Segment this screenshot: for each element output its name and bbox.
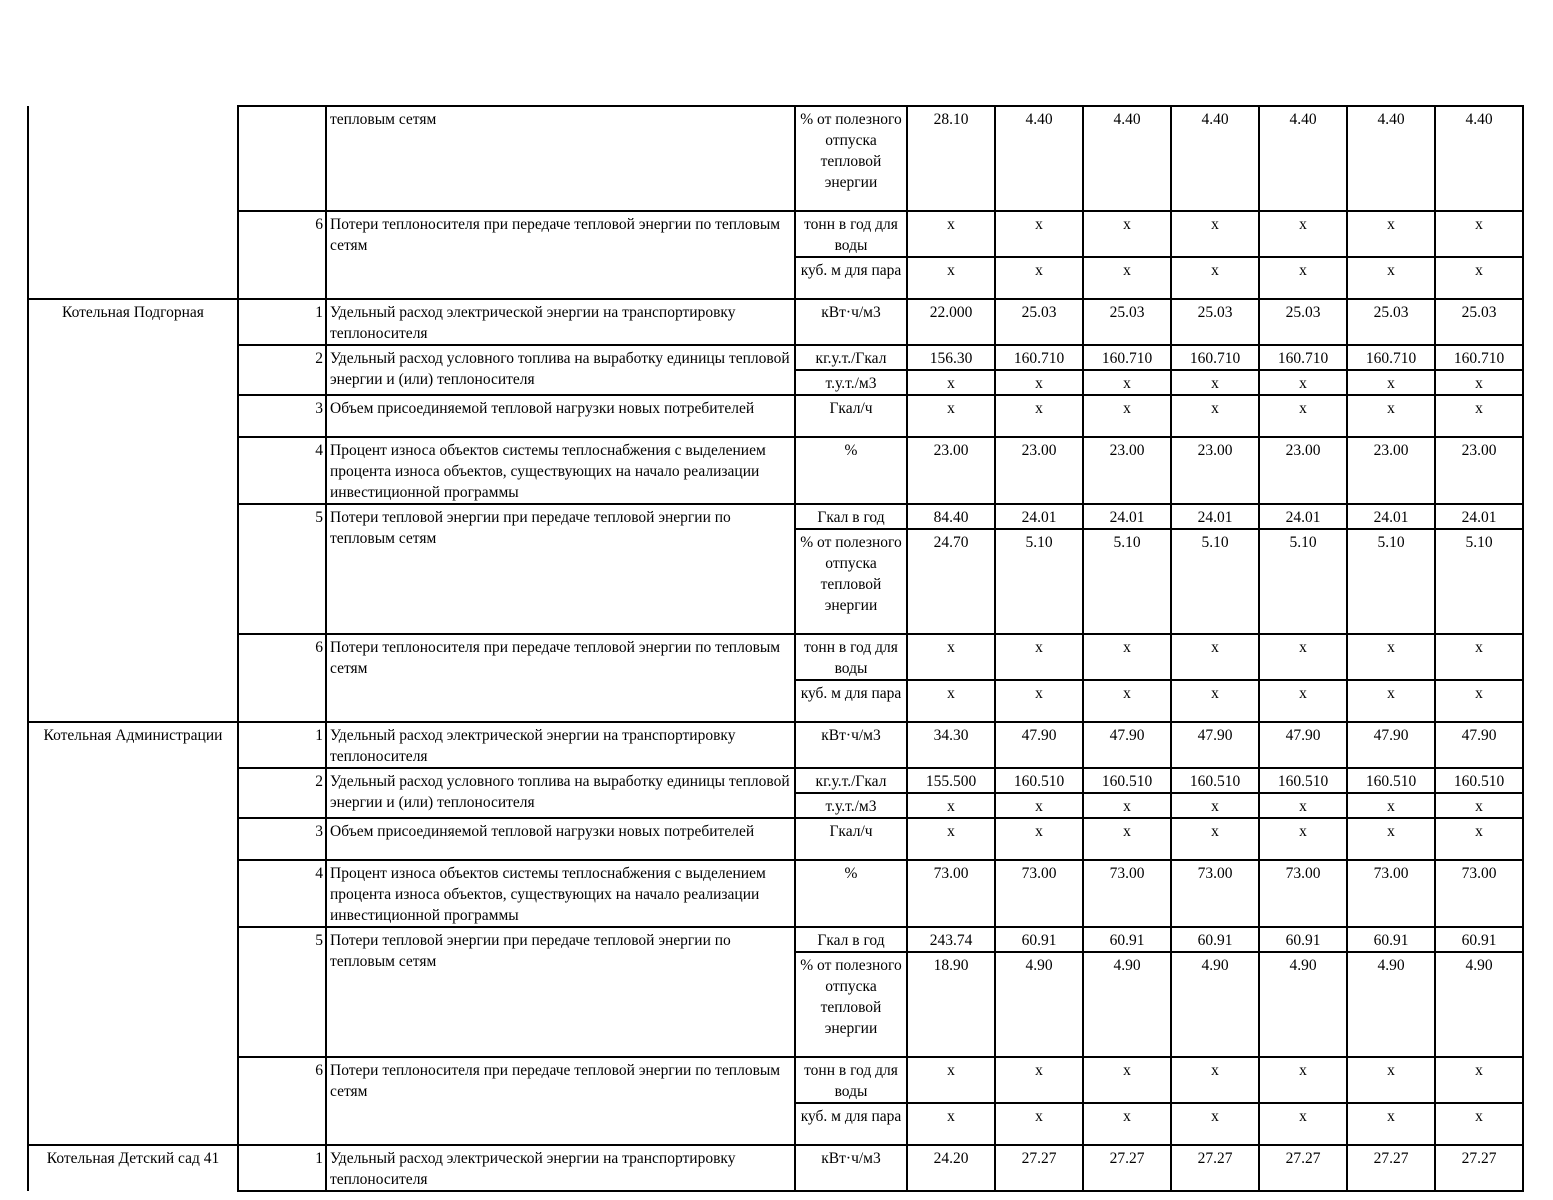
value-cell: 73.00 [1259,860,1347,927]
value-cell: x [1259,211,1347,257]
value-cell: x [1347,395,1435,437]
value-cell: x [1083,1057,1171,1103]
indicator-number-cell: 2 [238,768,326,818]
value-cell: x [1435,211,1523,257]
value-cell: 5.10 [1259,529,1347,634]
value-cell: 23.00 [1083,437,1171,504]
value-cell: x [1435,634,1523,680]
value-cell: 25.03 [1171,299,1259,345]
value-cell: x [1083,680,1171,722]
value-cell: x [1435,818,1523,860]
indicator-name-cell: Удельный расход условного топлива на выработку единицы тепловой энергии и (или) теплоносителя [326,345,795,395]
table-row [28,1057,1523,1103]
indicator-name-cell: Потери теплоносителя при передаче тепловой энергии по тепловым сетям [326,634,795,722]
indicator-number-cell [238,106,326,211]
table-row [28,1145,1523,1191]
value-cell: x [995,257,1083,299]
table-row [28,504,1523,529]
unit-cell: т.у.т./м3 [795,793,907,818]
table-row [28,927,1523,952]
unit-cell: % [795,437,907,504]
value-cell: x [907,370,995,395]
value-cell: x [1347,1103,1435,1145]
value-cell: x [1083,818,1171,860]
value-cell: 24.01 [1083,504,1171,529]
value-cell: 60.91 [995,927,1083,952]
value-cell: 60.91 [1347,927,1435,952]
value-cell: 4.90 [995,952,1083,1057]
value-cell: x [1347,680,1435,722]
indicator-name-cell: Потери тепловой энергии при передаче тепловой энергии по тепловым сетям [326,504,795,634]
value-cell: 25.03 [1083,299,1171,345]
value-cell: x [1259,257,1347,299]
unit-cell: % от полезного отпуска тепловой энергии [795,106,907,211]
value-cell: 27.27 [1347,1145,1435,1191]
indicator-name-cell: Процент износа объектов системы теплоснабжения с выделением процента износа объектов, существующих на начало реализации инвестиционной программы [326,437,795,504]
unit-cell: тонн в год для воды [795,634,907,680]
indicator-number-cell: 3 [238,818,326,860]
value-cell: 25.03 [995,299,1083,345]
indicator-number-cell: 4 [238,860,326,927]
indicator-number-cell: 5 [238,927,326,1057]
indicator-number-cell: 1 [238,299,326,345]
indicator-name-cell: Потери тепловой энергии при передаче тепловой энергии по тепловым сетям [326,927,795,1057]
unit-cell: тонн в год для воды [795,1057,907,1103]
value-cell: 73.00 [1347,860,1435,927]
value-cell: 28.10 [907,106,995,211]
value-cell: x [1171,818,1259,860]
value-cell: x [1259,1103,1347,1145]
value-cell: 160.510 [1083,768,1171,793]
indicator-number-cell: 4 [238,437,326,504]
value-cell: x [1259,395,1347,437]
value-cell: x [1171,257,1259,299]
value-cell: 73.00 [995,860,1083,927]
value-cell: 24.01 [1171,504,1259,529]
unit-cell: кВт·ч/м3 [795,299,907,345]
value-cell: 4.40 [1171,106,1259,211]
indicator-number-cell: 2 [238,345,326,395]
table-row [28,722,1523,768]
value-cell: 73.00 [1083,860,1171,927]
value-cell: x [907,1103,995,1145]
value-cell: 27.27 [1083,1145,1171,1191]
value-cell: 23.00 [995,437,1083,504]
value-cell: x [1171,370,1259,395]
table-row [28,395,1523,437]
unit-cell: куб. м для пара [795,680,907,722]
table-row [28,860,1523,927]
indicator-name-cell: Потери теплоносителя при передаче тепловой энергии по тепловым сетям [326,1057,795,1145]
value-cell: 4.40 [995,106,1083,211]
value-cell: 4.90 [1435,952,1523,1057]
value-cell: x [1259,818,1347,860]
table-row [28,634,1523,680]
unit-cell: % [795,860,907,927]
value-cell: 60.91 [1171,927,1259,952]
value-cell: 160.510 [1259,768,1347,793]
value-cell: 24.01 [995,504,1083,529]
value-cell: x [907,634,995,680]
indicator-name-cell: Удельный расход электрической энергии на транспортировку теплоносителя [326,1145,795,1191]
value-cell: x [1083,1103,1171,1145]
value-cell: 24.70 [907,529,995,634]
value-cell: x [907,818,995,860]
value-cell: x [1259,1057,1347,1103]
table-row [28,345,1523,370]
unit-cell: кВт·ч/м3 [795,722,907,768]
indicator-name-cell: Объем присоединяемой тепловой нагрузки новых потребителей [326,395,795,437]
value-cell: 156.30 [907,345,995,370]
value-cell: x [1347,634,1435,680]
value-cell: x [1435,370,1523,395]
value-cell: x [1171,211,1259,257]
unit-cell: кг.у.т./Гкал [795,345,907,370]
value-cell: 4.90 [1347,952,1435,1057]
value-cell: x [1347,793,1435,818]
value-cell: 5.10 [995,529,1083,634]
unit-cell: Гкал/ч [795,395,907,437]
value-cell: x [995,370,1083,395]
value-cell: x [1171,634,1259,680]
value-cell: x [995,395,1083,437]
value-cell: x [1435,680,1523,722]
value-cell: x [1435,1103,1523,1145]
value-cell: x [1171,1057,1259,1103]
value-cell: 160.510 [1347,768,1435,793]
indicator-name-cell: тепловым сетям [326,106,795,211]
value-cell: 34.30 [907,722,995,768]
unit-cell: Гкал в год [795,927,907,952]
value-cell: x [907,257,995,299]
value-cell: x [1171,793,1259,818]
value-cell: x [1347,257,1435,299]
indicator-number-cell: 5 [238,504,326,634]
value-cell: x [1435,395,1523,437]
value-cell: 47.90 [1083,722,1171,768]
value-cell: 4.90 [1259,952,1347,1057]
table-row [28,768,1523,793]
value-cell: 23.00 [1171,437,1259,504]
unit-cell: кг.у.т./Гкал [795,768,907,793]
unit-cell: Гкал в год [795,504,907,529]
value-cell: x [995,634,1083,680]
value-cell: 5.10 [1347,529,1435,634]
indicator-name-cell: Удельный расход электрической энергии на транспортировку теплоносителя [326,722,795,768]
value-cell: x [1347,818,1435,860]
value-cell: x [1435,257,1523,299]
unit-cell: тонн в год для воды [795,211,907,257]
value-cell: x [907,680,995,722]
unit-cell: кВт·ч/м3 [795,1145,907,1191]
value-cell: 25.03 [1435,299,1523,345]
value-cell: 4.40 [1435,106,1523,211]
value-cell: 160.710 [1083,345,1171,370]
value-cell: 60.91 [1083,927,1171,952]
value-cell: x [1083,634,1171,680]
value-cell: x [1171,1103,1259,1145]
value-cell: x [1259,634,1347,680]
value-cell: 23.00 [1259,437,1347,504]
value-cell: 27.27 [1171,1145,1259,1191]
value-cell: x [1083,395,1171,437]
unit-cell: куб. м для пара [795,257,907,299]
table-row [28,211,1523,257]
indicator-name-cell: Удельный расход условного топлива на выработку единицы тепловой энергии и (или) теплоносителя [326,768,795,818]
value-cell: x [995,1103,1083,1145]
value-cell: 47.90 [1435,722,1523,768]
value-cell: x [1083,793,1171,818]
value-cell: 23.00 [1435,437,1523,504]
indicator-name-cell: Объем присоединяемой тепловой нагрузки новых потребителей [326,818,795,860]
value-cell: 25.03 [1259,299,1347,345]
value-cell: x [1259,370,1347,395]
value-cell: 27.27 [995,1145,1083,1191]
value-cell: 24.01 [1259,504,1347,529]
indicator-name-cell: Потери теплоносителя при передаче тепловой энергии по тепловым сетям [326,211,795,299]
value-cell: 160.710 [1259,345,1347,370]
value-cell: x [907,211,995,257]
value-cell: x [995,1057,1083,1103]
value-cell: 25.03 [1347,299,1435,345]
value-cell: 4.90 [1083,952,1171,1057]
unit-cell: т.у.т./м3 [795,370,907,395]
value-cell: 60.91 [1435,927,1523,952]
value-cell: 47.90 [1171,722,1259,768]
value-cell: x [1083,370,1171,395]
indicator-name-cell: Процент износа объектов системы теплоснабжения с выделением процента износа объектов, существующих на начало реализации инвестиционной программы [326,860,795,927]
value-cell: 47.90 [1347,722,1435,768]
value-cell: x [1171,395,1259,437]
indicators-table [27,105,1524,1192]
table-row [28,106,1523,211]
value-cell: 24.01 [1347,504,1435,529]
value-cell: x [995,793,1083,818]
value-cell: 23.00 [907,437,995,504]
boiler-name-cell: Котельная Администрации [28,722,238,1145]
value-cell: 73.00 [1435,860,1523,927]
value-cell: x [1435,793,1523,818]
value-cell: 24.01 [1435,504,1523,529]
value-cell: 160.510 [1435,768,1523,793]
indicator-number-cell: 1 [238,1145,326,1191]
indicator-number-cell: 6 [238,1057,326,1145]
value-cell: 27.27 [1435,1145,1523,1191]
value-cell: 4.90 [1171,952,1259,1057]
unit-cell: Гкал/ч [795,818,907,860]
value-cell: 155.500 [907,768,995,793]
indicator-number-cell: 1 [238,722,326,768]
value-cell: 73.00 [1171,860,1259,927]
value-cell: x [907,1057,995,1103]
value-cell: 243.74 [907,927,995,952]
value-cell: x [1083,211,1171,257]
value-cell: x [1083,257,1171,299]
value-cell: x [907,793,995,818]
value-cell: x [1259,793,1347,818]
value-cell: x [907,395,995,437]
value-cell: x [1435,1057,1523,1103]
value-cell: 47.90 [995,722,1083,768]
value-cell: 47.90 [1259,722,1347,768]
table-row [28,818,1523,860]
unit-cell: % от полезного отпуска тепловой энергии [795,529,907,634]
unit-cell: % от полезного отпуска тепловой энергии [795,952,907,1057]
boiler-name-cell: Котельная Детский сад 41 [28,1145,238,1191]
value-cell: 27.27 [1259,1145,1347,1191]
value-cell: 160.710 [1435,345,1523,370]
value-cell: 18.90 [907,952,995,1057]
value-cell: x [995,680,1083,722]
value-cell: 22.000 [907,299,995,345]
value-cell: 23.00 [1347,437,1435,504]
value-cell: 4.40 [1259,106,1347,211]
value-cell: 73.00 [907,860,995,927]
value-cell: 5.10 [1083,529,1171,634]
boiler-name-cell [28,106,238,299]
value-cell: 84.40 [907,504,995,529]
value-cell: 160.710 [995,345,1083,370]
value-cell: 160.710 [1171,345,1259,370]
indicator-name-cell: Удельный расход электрической энергии на транспортировку теплоносителя [326,299,795,345]
value-cell: x [1347,211,1435,257]
value-cell: x [1259,680,1347,722]
value-cell: x [995,818,1083,860]
value-cell: x [995,211,1083,257]
value-cell: 24.20 [907,1145,995,1191]
table-row [28,299,1523,345]
value-cell: 160.510 [995,768,1083,793]
table-row [28,437,1523,504]
value-cell: 4.40 [1347,106,1435,211]
value-cell: x [1347,1057,1435,1103]
indicator-number-cell: 6 [238,634,326,722]
indicator-number-cell: 6 [238,211,326,299]
value-cell: 4.40 [1083,106,1171,211]
value-cell: 5.10 [1171,529,1259,634]
value-cell: 160.710 [1347,345,1435,370]
boiler-name-cell: Котельная Подгорная [28,299,238,722]
value-cell: x [1171,680,1259,722]
value-cell: 5.10 [1435,529,1523,634]
value-cell: x [1347,370,1435,395]
unit-cell: куб. м для пара [795,1103,907,1145]
value-cell: 60.91 [1259,927,1347,952]
indicator-number-cell: 3 [238,395,326,437]
value-cell: 160.510 [1171,768,1259,793]
